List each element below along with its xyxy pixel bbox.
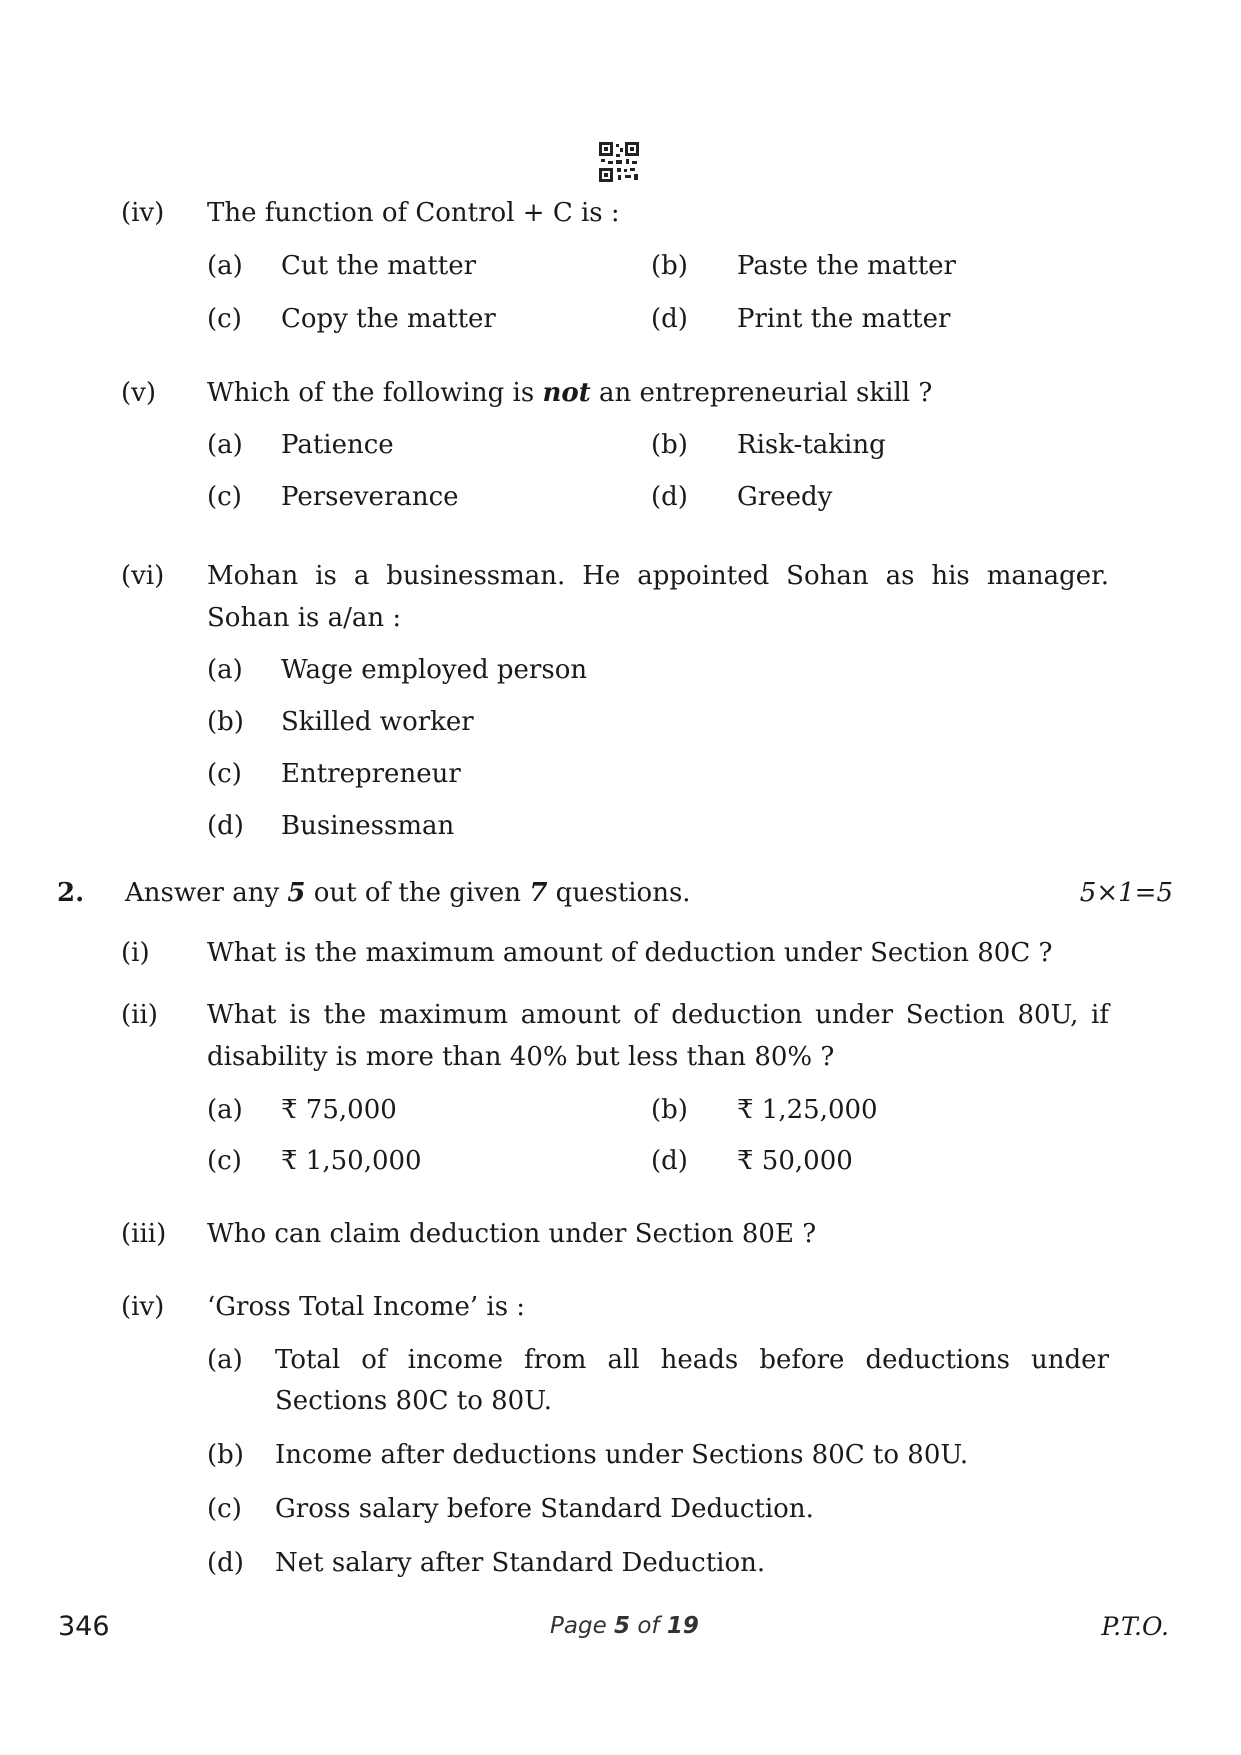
paper-code: 346 (58, 1611, 110, 1642)
q2-number: 2. (57, 878, 85, 908)
q2-iv-option-b-label: (b) (207, 1440, 244, 1470)
pto-label: P.T.O. (1101, 1612, 1169, 1641)
q2-iii-question: Who can claim deduction under Section 80E ? (207, 1219, 817, 1249)
q1-v-option-c-label: (c) (207, 482, 242, 512)
q2-iv-option-d-label: (d) (207, 1548, 244, 1578)
q2-marks: 5×1=5 (1079, 878, 1173, 908)
q1-iv-number: (iv) (121, 198, 165, 228)
q2-i-number: (i) (121, 938, 150, 968)
q1-vi-option-c: Entrepreneur (281, 759, 461, 789)
q1-iv-option-d: Print the matter (737, 304, 951, 334)
q1-vi-option-b-label: (b) (207, 707, 244, 737)
q2-ii-option-a: ₹ 75,000 (281, 1095, 397, 1125)
q2-iv-number: (iv) (121, 1292, 165, 1322)
q1-vi-option-c-label: (c) (207, 759, 242, 789)
q2-ii-option-a-label: (a) (207, 1095, 243, 1125)
q2-iv-option-c-label: (c) (207, 1494, 242, 1524)
q2-iv-option-a-line2: Sections 80C to 80U. (275, 1386, 553, 1416)
q2-ii-question-line2: disability is more than 40% but less than 80% ? (207, 1042, 835, 1072)
q1-v-option-d-label: (d) (651, 482, 688, 512)
q2-iv-question: ‘Gross Total Income’ is : (207, 1292, 526, 1322)
q2-ii-question-line1: What is the maximum amount of deduction under Section 80U, if (207, 1000, 1109, 1030)
q1-v-option-b-label: (b) (651, 430, 688, 460)
q1-v-number: (v) (121, 378, 156, 408)
q1-v-option-c: Perseverance (281, 482, 459, 512)
q1-v-option-a-label: (a) (207, 430, 243, 460)
q2-iv-option-d: Net salary after Standard Deduction. (275, 1548, 766, 1578)
q1-vi-number: (vi) (121, 561, 165, 591)
q1-vi-option-d: Businessman (281, 811, 455, 841)
q2-iv-option-c: Gross salary before Standard Deduction. (275, 1494, 814, 1524)
q2-iv-option-a-line1: Total of income from all heads before deductions under (275, 1345, 1109, 1375)
q2-iv-option-b: Income after deductions under Sections 80C to 80U. (275, 1440, 969, 1470)
q1-v-option-a: Patience (281, 430, 394, 460)
q1-iv-option-a-label: (a) (207, 251, 243, 281)
q1-iv-option-c-label: (c) (207, 304, 242, 334)
q1-vi-question-line1: Mohan is a businessman. He appointed Sohan as his manager. (207, 561, 1109, 591)
q1-vi-option-d-label: (d) (207, 811, 244, 841)
q2-ii-option-d: ₹ 50,000 (737, 1146, 853, 1176)
q1-vi-option-b: Skilled worker (281, 707, 474, 737)
page-number: Page 5 of 19 (550, 1613, 699, 1639)
q2-ii-option-c: ₹ 1,50,000 (281, 1146, 422, 1176)
q1-vi-question-line2: Sohan is a/an : (207, 603, 402, 633)
q2-instruction: Answer any 5 out of the given 7 questions. (125, 878, 691, 908)
q2-ii-option-b-label: (b) (651, 1095, 688, 1125)
qr-code-icon (599, 142, 639, 182)
q1-vi-option-a: Wage employed person (281, 655, 588, 685)
q1-iv-option-b: Paste the matter (737, 251, 956, 281)
q2-iv-option-a-label: (a) (207, 1345, 243, 1375)
q1-v-option-d: Greedy (737, 482, 833, 512)
q2-ii-number: (ii) (121, 1000, 158, 1030)
q1-v-option-b: Risk-taking (737, 430, 886, 460)
q1-iv-option-b-label: (b) (651, 251, 688, 281)
q1-iv-question: The function of Control + C is : (207, 198, 620, 228)
q2-ii-option-c-label: (c) (207, 1146, 242, 1176)
q1-v-question: Which of the following is not an entrepreneurial skill ? (207, 378, 933, 408)
q1-vi-option-a-label: (a) (207, 655, 243, 685)
q2-i-question: What is the maximum amount of deduction under Section 80C ? (207, 938, 1053, 968)
q2-ii-option-b: ₹ 1,25,000 (737, 1095, 878, 1125)
q2-ii-option-d-label: (d) (651, 1146, 688, 1176)
q2-iii-number: (iii) (121, 1219, 167, 1249)
q1-iv-option-a: Cut the matter (281, 251, 477, 281)
q1-iv-option-d-label: (d) (651, 304, 688, 334)
q1-iv-option-c: Copy the matter (281, 304, 496, 334)
